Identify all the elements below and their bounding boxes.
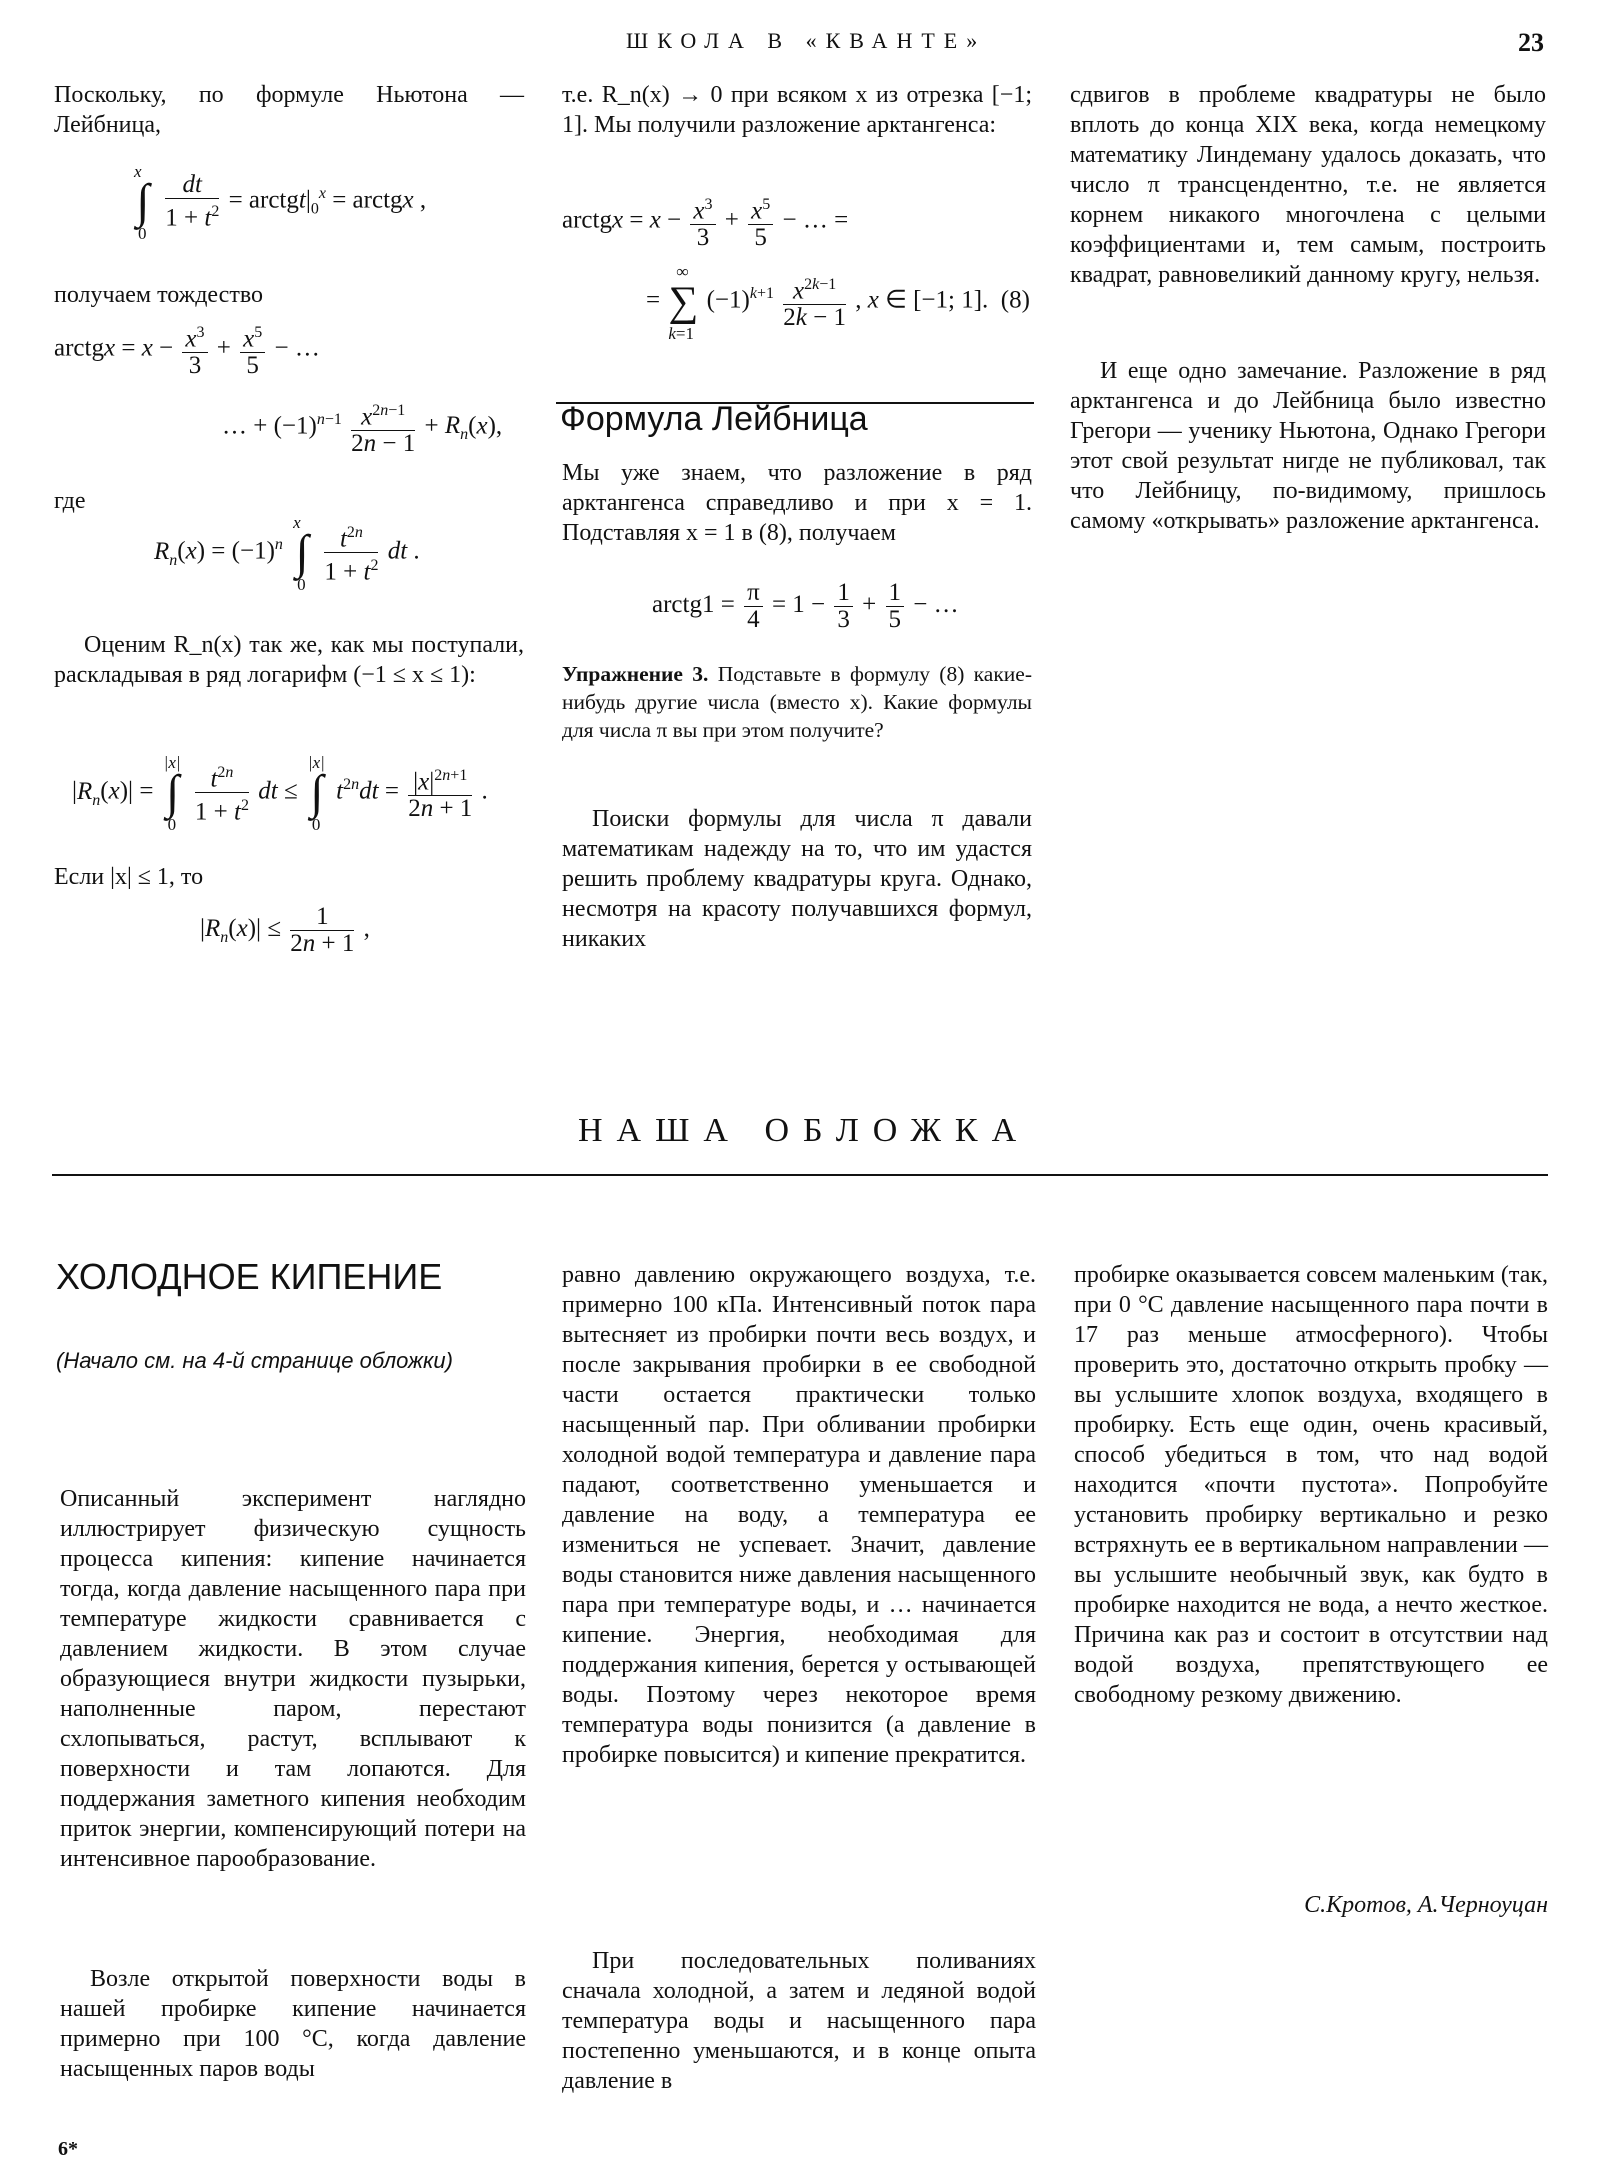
formula-arctg-series: arctgx = x − $\frac{x^3}{3}$ + $\frac{x^5}{5}$ − … <box>54 320 320 379</box>
cover-section-heading: НАША ОБЛОЖКА <box>578 1112 1031 1149</box>
formula-leibniz: arctg1 = $\frac{\pi}{4}$ = 1 − $\frac{1}{3}$ + $\frac{1}{5}$ − … <box>652 579 959 633</box>
cover-col1-p2: Возле открытой поверхности воды в нашей пробирке кипение начинается примерно при 100 °С, когда давление насыщенных паров воды <box>60 1966 526 2082</box>
cover-authors: С.Кротов, А.Черноуцан <box>1304 1892 1548 1918</box>
col2-leibniz-text: Мы уже знаем, что разложение в ряд арктангенса справедливо и при x = 1. Подставляя x = 1 в (8), получаем <box>562 460 1032 546</box>
cover-continued-note: (Начало см. на 4-й странице обложки) <box>56 1348 453 1373</box>
cover-article-title: ХОЛОДНОЕ КИПЕНИЕ <box>56 1256 443 1297</box>
page-number: 23 <box>1518 28 1544 57</box>
formula-arctg-expansion: arctgx = x − $\frac{x^3}{3}$ + $\frac{x^5}{5}$ − … = <box>562 192 848 251</box>
cover-section-rule <box>52 1174 1548 1176</box>
section-title-leibniz: Формула Лейбница <box>560 400 868 438</box>
col3-p2: И еще одно замечание. Разложение в ряд арктангенса и до Лейбница было известно Грегори — ученику Ньютона, Однако Грегори этот свой результат нигде не публиковал, так что Лейбницу, по-видимому, пришлось самому «открывать» разложение арктангенса. <box>1070 358 1546 534</box>
exercise-label: Упражнение 3. <box>562 662 709 686</box>
formula-bound: $|R_n(x)|$ ≤ $\frac{1}{2n + 1}$ , <box>200 903 370 957</box>
cover-col2-p2: При последовательных поливаниях сначала холодной, а затем и ледяной водой температура воды и насыщенного пара постепенно уменьшаются, и в конце опыта давление в <box>562 1948 1036 2094</box>
col1-identity-intro: получаем тождество <box>54 282 263 308</box>
col1-if: Если |x| ≤ 1, то <box>54 864 204 890</box>
cover-col2-p1: равно давлению окружающего воздуха, т.е. примерно 100 кПа. Интенсивный поток пара вытесняет из пробирки почти весь воздух, и после закрывания пробирки в ее свободной части остается практически только насыщенный пар. При обливании пробирки холодной водой температура и давление пара падают, соответственно уменьшается и давление на воду, а температура ее измениться не успевает. Значит, давление воды становится ниже давления насыщенного пара при температуре воды, и … начинается кипение. Энергия, необходимая для поддержания кипения, берется у остывающей воды. Поэтому через некоторое время температура воды понизится (а давление в пробирке повысится) и кипение прекратится. <box>562 1262 1036 1768</box>
col2-pi-search: Поиски формулы для числа π давали математикам надежду на то, что им удастся решить проблему квадратуры круга. Однако, несмотря на красоту получавшихся формул, никаких <box>562 806 1032 952</box>
cover-col3-p1: пробирке оказывается совсем маленьким (так, при 0 °С давление насыщенного пара почти в 17 раз меньше атмосферного). Чтобы проверить это, достаточно открыть пробку — вы услышите хлопок воздуха, входящего в пробирку. Есть еще один, очень красивый, способ убедиться в том, что над водой находится «почти пустота». Попробуйте установить пробирку вертикально и резко встряхнуть ее в вертикальном направлении — вы услышите необычный звук, как будто в пробирке находится не вода, а нечто жесткое. Причина как раз и состоит в отсутствии над водой воздуха, препятствующего ее свободному резкому движению. <box>1074 1262 1548 1708</box>
col1-estimate: Оценим R_n(x) так же, как мы поступали, раскладывая в ряд логарифм (−1 ≤ x ≤ 1): <box>54 632 524 688</box>
formula-arctg-sum: = ∞ ∑ k=1 $(-1)^{k+1}$ $\frac{x^{2k-1}}{2k - 1}$ , x ∈ [−1; 1]. (8) <box>646 261 1030 343</box>
col1-intro: Поскольку, по формуле Ньютона — Лейбница, <box>54 82 524 138</box>
formula-estimate: $|R_n(x)|$ = |x| ∫ 0 $\frac{t^{2n}}{1 + t^2}$ dt ≤ |x| ∫ 0 $t^{2n}dt$ = $\frac{|x|^{2n+1}}{2n + 1}$ . <box>72 752 488 834</box>
running-title: ШКОЛА В «КВАНТЕ» <box>626 28 987 53</box>
col3-p1: сдвигов в проблеме квадратуры не было вплоть до конца XIX века, когда немецкому математику Линдеману удалось доказать, что число π трансцендентно, т.е. не является корнем никакого многочлена с целыми коэффициентами и, тем самым, построить квадрат, равновеликий данному кругу, нельзя. <box>1070 82 1546 288</box>
cover-col1-p1: Описанный эксперимент наглядно иллюстрирует физическую сущность процесса кипения: кипение начинается тогда, когда давление насыщенного пара при температуре жидкости сравнивается с давлением жидкости. В этом случае образующиеся внутри жидкости пузырьки, наполненные паром, перестают схлопываться, растут, всплывают к поверхности и там лопаются. Для поддержания заметного кипения необходим приток энергии, компенсирующий потери на интенсивное парообразование. <box>60 1486 526 1872</box>
formula-remainder: $R_n(x) = (-1)^n$ x ∫ 0 $\frac{t^{2n}}{1 + t^2}$ dt . <box>154 512 420 594</box>
formula-arctg-series-tail: … + $(-1)^{n-1}$ $\frac{x^{2n-1}}{2n - 1}$ + $R_n(x)$, <box>222 398 502 457</box>
col1-where: где <box>54 488 86 514</box>
col2-intro: т.е. R_n(x) → 0 при всяком x из отрезка [−1; 1]. Мы получили разложение арктангенса: <box>562 82 1032 138</box>
footer-mark: 6* <box>58 2138 78 2160</box>
exercise-3 <box>562 660 1032 744</box>
formula-integral-arctg: x ∫ 0 $\frac{dt}{1 + t^2}$ = $arctgt|_0^x$ = arctgx , <box>134 161 427 243</box>
exercise-text: Подставьте в формулу (8) какие-нибудь другие числа (вместо x). Какие формулы для числа π вы при этом получите? <box>562 662 1032 742</box>
